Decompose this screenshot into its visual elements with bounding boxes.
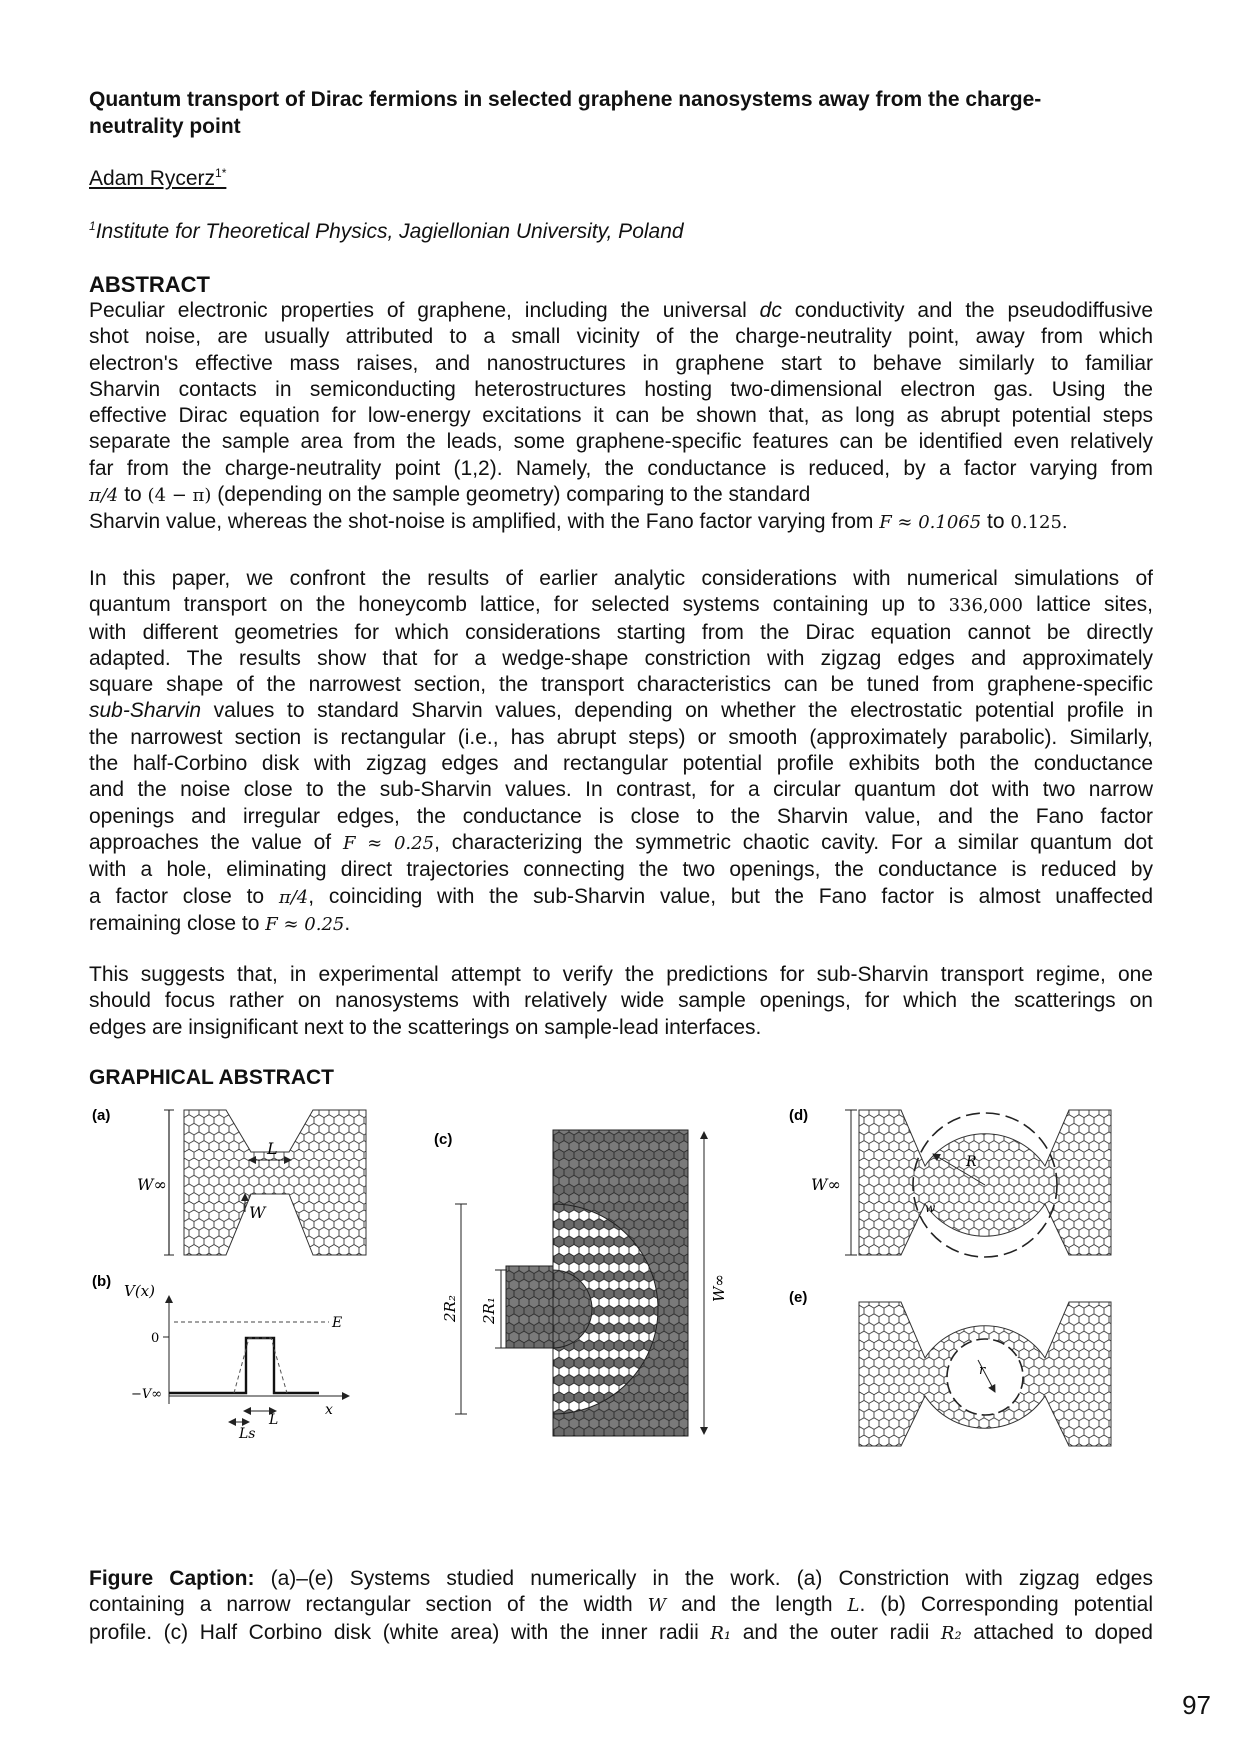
radius-label: R — [966, 1154, 977, 1170]
text-line: with a hole, eliminating direct trajectories connecting the two openings, the conductance is reduced by — [89, 858, 1153, 882]
length-label: L — [267, 1139, 278, 1158]
math: F ≈ 0.25 — [265, 913, 345, 935]
abstract-heading: ABSTRACT — [89, 272, 210, 297]
text-line: electron's effective mass raises, and nanostructures in graphene start to behave similarly to familiar — [89, 351, 1153, 375]
text: and the length — [666, 1593, 848, 1617]
math: L — [847, 1595, 860, 1617]
text: attached to doped — [961, 1620, 1153, 1644]
hole-radius-label: r — [979, 1363, 986, 1378]
quantum-dot — [859, 1110, 1111, 1255]
graphical-abstract-heading: GRAPHICAL ABSTRACT — [89, 1066, 334, 1089]
width-label: W — [249, 1203, 266, 1222]
2r1-label: 2R₁ — [480, 1297, 498, 1324]
math: 0.125. — [1010, 512, 1068, 534]
text-line: and the noise close to the sub-Sharvin values. In contrast, for a circular quantum dot with two narrow — [89, 778, 1153, 802]
w-inf-label: W∞ — [137, 1175, 167, 1194]
panel-d-label: (d) — [789, 1107, 809, 1124]
page-number: 97 — [1182, 1690, 1211, 1720]
text: containing a narrow rectangular section of the width — [89, 1593, 648, 1617]
math: 336,000 — [948, 595, 1023, 617]
author-name: Adam Rycerz — [89, 167, 216, 190]
opening-width-label: w — [925, 1201, 936, 1215]
energy-label: E — [332, 1315, 343, 1331]
text: approaches the value of — [89, 830, 343, 854]
abstract-paragraph-2 — [89, 566, 1153, 938]
text: (depending on the sample geometry) comparing to the standard — [211, 483, 811, 507]
c-w-inf-label: W∞ — [710, 1274, 728, 1302]
text-line: shot noise, are usually attributed to a small vicinity of the charge-neutrality point, away from which — [89, 325, 1153, 349]
text: remaining close to — [89, 911, 266, 935]
text: . (b) Corresponding potential — [859, 1593, 1153, 1617]
paper-title — [89, 86, 1153, 140]
text: Sharvin value, whereas the shot-noise is amplified, with the Fano factor varying from — [89, 510, 880, 534]
panel-a-label: (a) — [92, 1107, 111, 1124]
text-line: This suggests that, in experimental attempt to verify the predictions for sub-Sharvin transport regime, one — [89, 963, 1153, 986]
text: conductivity and the pseudodiffusive — [781, 299, 1153, 322]
text: , characterizing the symmetric chaotic cavity. For a similar quantum dot — [434, 830, 1154, 854]
text-line: with different geometries for which considerations starting from the Dirac equation cannot be directly — [89, 620, 1153, 644]
title-line-2: neutrality point — [89, 115, 241, 138]
text: lattice sites, — [1023, 593, 1154, 617]
author-superscript: 1* — [215, 166, 227, 180]
rectangular-profile — [169, 1338, 319, 1393]
text-line: edges are insignificant next to the scatterings on sample-lead interfaces. — [89, 1015, 762, 1039]
text-line: adapted. The results show that for a wedge-shape constriction with zigzag edges and approximately — [89, 646, 1153, 670]
text: a factor close to — [89, 884, 279, 908]
text-line: square shape of the narrowest section, the transport characteristics can be tuned from graphene-specific — [89, 673, 1153, 697]
text-line: openings and irregular edges, the conductance is close to the Sharvin value, and the Fano factor — [89, 804, 1153, 828]
minus-v-inf-label: −V∞ — [131, 1387, 163, 1402]
d-w-inf-label: W∞ — [811, 1175, 841, 1194]
math: F ≈ 0.25 — [342, 832, 435, 854]
ls-label: Ls — [239, 1426, 256, 1442]
author — [89, 166, 226, 191]
text: sub-Sharvin — [89, 699, 202, 723]
panel-c-label: (c) — [434, 1131, 453, 1148]
2r2-label: 2R₂ — [441, 1295, 459, 1322]
smooth-profile — [234, 1338, 287, 1393]
caption-bold: Figure Caption: — [89, 1567, 255, 1590]
math: (4 − π) — [147, 485, 212, 507]
abstract-paragraph-1 — [89, 298, 1153, 537]
text-line: far from the charge-neutrality point (1,2). Namely, the conductance is reduced, by a factor varying from — [89, 456, 1153, 480]
left-lead — [506, 1266, 553, 1348]
text: values to standard Sharvin values, depending on whether the electrostatic potential profile in — [201, 699, 1153, 723]
x-axis-label: x — [325, 1402, 333, 1418]
figure-svg — [89, 1106, 1153, 1506]
text-line: the half-Corbino disk with zigzag edges and rectangular potential profile exhibits both the conductance — [89, 752, 1153, 776]
math: π/4 — [89, 485, 119, 507]
abstract-paragraph-3 — [89, 962, 1153, 1041]
math: π/4 — [278, 886, 309, 908]
text-line: separate the sample area from the leads, some graphene-specific features can be identified even relatively — [89, 430, 1153, 454]
text: to — [118, 483, 148, 507]
math: W — [647, 1595, 667, 1617]
math: R₁ — [710, 1622, 732, 1644]
panel-b-label: (b) — [92, 1273, 112, 1290]
text: . — [344, 911, 351, 935]
math: F ≈ 0.1065 — [879, 512, 982, 534]
text: to — [981, 510, 1011, 534]
figure-caption — [89, 1566, 1153, 1647]
title-line-1: Quantum transport of Dirac fermions in selected graphene nanosystems away from the charge- — [89, 88, 1042, 111]
text: quantum transport on the honeycomb lattice, for selected systems containing up to — [89, 593, 949, 617]
affiliation — [89, 219, 684, 244]
text: Peculiar electronic properties of graphene, including the universal — [89, 299, 760, 322]
text-line: the narrowest section is rectangular (i.e., has abrupt steps) or smooth (approximately parabolic). Similarly, — [89, 725, 1153, 749]
text: dc — [759, 299, 782, 322]
zero-tick-label: 0 — [151, 1331, 160, 1346]
b-length-label: L — [269, 1412, 279, 1428]
text: and the outer radii — [731, 1620, 941, 1644]
text-line: In this paper, we confront the results of earlier analytic considerations with numerical simulations of — [89, 567, 1153, 590]
text-line: effective Dirac equation for low-energy excitations it can be shown that, as long as abrupt potential steps — [89, 404, 1153, 428]
text-line: Sharvin contacts in semiconducting heterostructures hosting two-dimensional electron gas. Using the — [89, 377, 1153, 401]
affiliation-text: Institute for Theoretical Physics, Jagiellonian University, Poland — [95, 220, 684, 243]
affiliation-superscript: 1 — [89, 219, 96, 233]
math: R₂ — [940, 1622, 962, 1644]
text-line: should focus rather on nanosystems with relatively wide sample openings, for which the scatterings on — [89, 989, 1153, 1013]
panel-e-label: (e) — [789, 1289, 808, 1306]
panel-a-constriction — [184, 1110, 366, 1255]
graphical-abstract-figure — [89, 1106, 1153, 1506]
text: , coinciding with the sub-Sharvin value, but the Fano factor is almost unaffected — [308, 884, 1154, 908]
text: profile. (c) Half Corbino disk (white area) with the inner radii — [89, 1620, 711, 1644]
text: (a)–(e) Systems studied numerically in the work. (a) Constriction with zigzag edges — [254, 1567, 1153, 1590]
potential-axis-label: V(x) — [124, 1282, 155, 1300]
